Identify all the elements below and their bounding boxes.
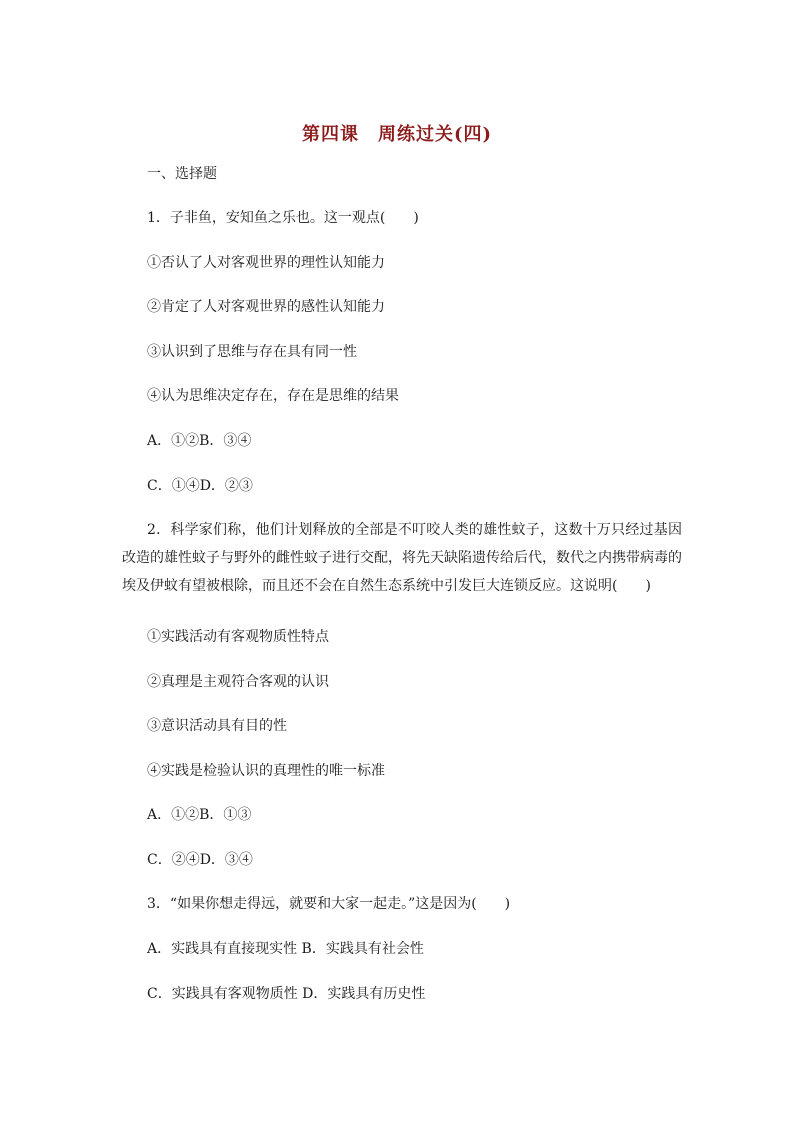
question-1-statement: ④认为思维决定存在，存在是思维的结果 — [147, 388, 399, 404]
question-2-statement: ②真理是主观符合客观的认识 — [147, 674, 329, 690]
question-3-option: A．实践具有直接现实性 B．实践具有社会性 — [147, 941, 424, 957]
page-title: 第四课 周练过关(四) — [301, 124, 493, 145]
question-3-option: C．实践具有客观物质性 D．实践具有历史性 — [147, 986, 426, 1002]
question-1-option: C．①④D．②③ — [147, 478, 253, 494]
question-2-statement: ①实践活动有客观物质性特点 — [147, 629, 329, 645]
question-3-stem: 3．“如果你想走得远，就要和大家一起走。”这是因为( ) — [147, 896, 511, 912]
question-1-stem: 1．子非鱼，安知鱼之乐也。这一观点( ) — [147, 210, 419, 226]
section-heading: 一、选择题 — [147, 166, 217, 182]
question-2-stem: 2．科学家们称，他们计划释放的全部是不叮咬人类的雄性蚊子，这数十万只经过基因改造的雄性蚊子与野外的雌性蚊子进行交配，将先天缺陷遗传给后代，数代之内携带病毒的埃及伊蚊有望被根除，而且还不会在自然生态系统中引发巨大连锁反应。这说明( ) — [122, 522, 682, 594]
question-1-statement: ③认识到了思维与存在具有同一性 — [147, 344, 357, 360]
question-2-option: C．②④D．③④ — [147, 852, 253, 868]
question-2-option: A．①②B．①③ — [147, 807, 252, 823]
question-1-option: A．①②B．③④ — [147, 433, 252, 449]
question-1-statement: ①否认了人对客观世界的理性认知能力 — [147, 255, 385, 271]
question-1-statement: ②肯定了人对客观世界的感性认知能力 — [147, 299, 385, 315]
question-2-statement: ④实践是检验认识的真理性的唯一标准 — [147, 763, 385, 779]
question-2-statement: ③意识活动具有目的性 — [147, 718, 287, 734]
